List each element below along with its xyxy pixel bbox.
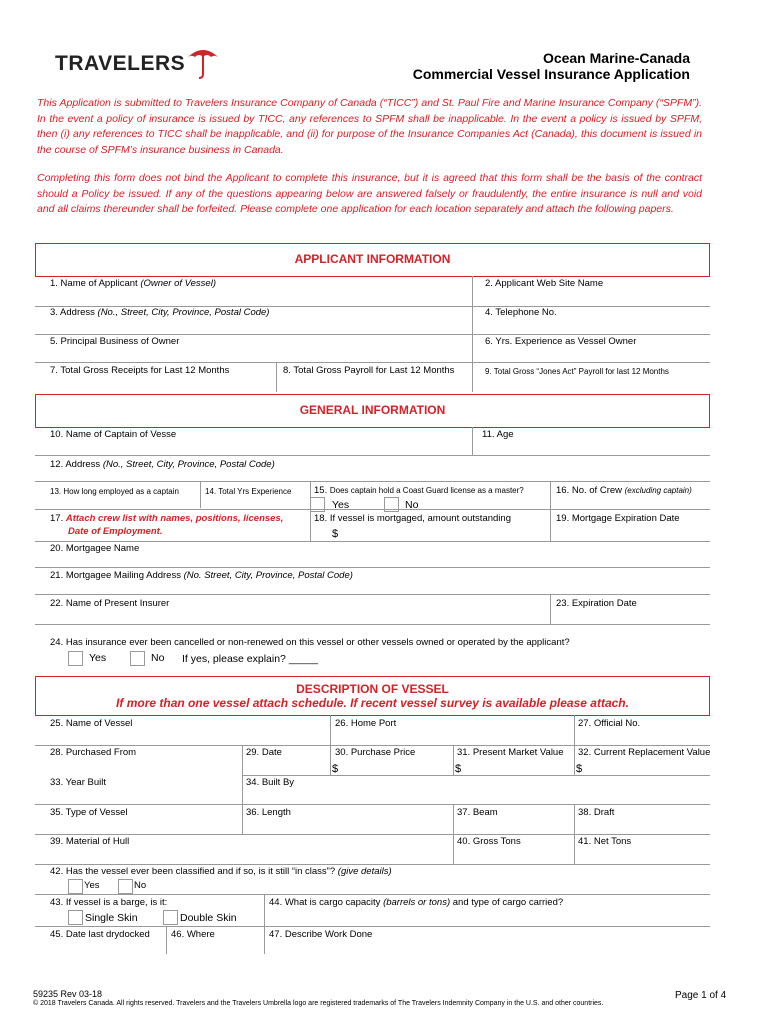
divider [35,864,710,865]
divider [550,481,551,541]
field-26-label: 26. Home Port [335,718,397,729]
divider [35,334,710,335]
divider [472,334,473,362]
explain-label: If yes, please explain? _____ [182,653,319,665]
form-title [413,50,690,82]
form-line-1: Ocean Marine-Canada [542,50,690,66]
divider [574,745,575,775]
intro-paragraph-2: Completing this form does not bind the Applicant to complete this insurance, but it is agreed that this form shall be the basis of the contract should a Policy be issued. If any of the questions appearing below are answered falsely or fraudulently, the entire insurance is null and void and all claims thereunder shall be forfeited. Please complete one application for each location separately and attach the following papers. [37,172,702,215]
field-3-label: 3. Address (No., Street, City, Province, Postal Code) [50,307,270,318]
field-11-label: 11. Age [482,429,514,440]
divider [35,834,710,835]
form-line-2: Commercial Vessel Insurance Application [412,66,690,82]
field-7-label: 7. Total Gross Receipts for Last 12 Months [50,365,230,376]
field-1-label: 1. Name of Applicant (Owner of Vessel) [50,278,216,289]
divider [472,362,473,392]
double-skin-checkbox[interactable] [163,910,178,925]
field-40-label: 40. Gross Tons [457,836,521,847]
field-15-label: 15. Does captain hold a Coast Guard license as a master? [314,485,524,496]
divider [472,276,473,306]
brand-name: TRAVELERS [55,52,186,75]
cancelled-yes-checkbox[interactable] [68,651,83,666]
divider [35,594,710,595]
field-34-label: 34. Built By [246,777,295,788]
page-number: Page 1 of 4 [675,990,727,1001]
copyright: © 2018 Travelers Canada. All rights reserved. Travelers and the Travelers Umbrella logo are registered trademarks of The Travelers Indemnity Company in the U.S. and other countries. [33,1000,604,1007]
field-17-label: 17. Attach crew list with names, positions, licenses, [50,513,284,524]
field-31-label: 31. Present Market Value [457,747,564,758]
field-13-label: 13. How long employed as a captain [50,487,179,496]
field-21-label: 21. Mortgagee Mailing Address (No. Street, City, Province, Postal Code) [50,570,353,581]
field-29-label: 29. Date [246,747,282,758]
divider [200,481,201,508]
divider [35,455,710,456]
divider [330,745,331,775]
field-23-label: 23. Expiration Date [556,598,637,609]
field-43-label: 43. If vessel is a barge, is it: [50,897,168,908]
dollar-sign: $ [576,763,583,775]
divider [35,926,710,927]
no-label: No [405,499,419,511]
applicant-section-title: APPLICANT INFORMATION [294,252,451,266]
field-9-label: 9. Total Gross “Jones Act” Payroll for last 12 Months [485,367,669,376]
yes-label: Yes [332,499,350,511]
field-20-label: 20. Mortgagee Name [50,543,140,554]
field-16-label: 16. No. of Crew (excluding captain) [556,485,692,496]
field-10-label: 10. Name of Captain of Vesse [50,429,177,440]
field-25-label: 25. Name of Vessel [50,718,133,729]
divider [330,715,331,745]
intro-paragraph-1: This Application is submitted to Travelers Insurance Company of Canada (“TICC”) and St. Paul Fire and Marine Insurance Company (“SPFM”). In the event a policy of insurance is issued by TICC, any references to SPFM shall be inapplicable. In the event a policy is issued by SPFM, then (i) any references to TICC shall be inapplicable, and (ii) for purpose of the Insurance Companies Act (Canada), this document is issued in the course of SPFM’s insurance business in Canada. [37,97,702,156]
divider [453,745,454,775]
vessel-section-subtitle: If more than one vessel attach schedule. If recent vessel survey is available please attach. [116,696,629,710]
field-4-label: 4. Telephone No. [485,307,557,318]
field-27-label: 27. Official No. [578,718,641,729]
divider [35,624,710,625]
field-5-label: 5. Principal Business of Owner [50,336,180,347]
divider [35,362,710,363]
field-24-label: 24. Has insurance ever been cancelled or non-renewed on this vessel or other vessels owned or operated by the applicant? [50,637,570,648]
field-32-label: 32. Current Replacement Value [578,747,711,758]
field-44-label: 44. What is cargo capacity (barrels or tons) and type of cargo carried? [269,897,564,908]
single-skin-label: Single Skin [85,912,138,924]
field-6-label: 6. Yrs. Experience as Vessel Owner [485,336,637,347]
in-class-no-checkbox[interactable] [118,879,133,894]
field-47-label: 47. Describe Work Done [269,929,373,940]
divider [35,541,710,542]
field-30-label: 30. Purchase Price [335,747,416,758]
field-36-label: 36. Length [246,807,291,818]
field-28-label: 28. Purchased From [50,747,137,758]
divider [35,745,710,746]
dollar-sign: $ [332,763,339,775]
field-18-label: 18. If vessel is mortgaged, amount outstanding [314,513,511,524]
field-22-label: 22. Name of Present Insurer [50,598,170,609]
dollar-sign: $ [332,528,339,540]
divider [472,427,473,455]
divider [242,804,243,834]
double-skin-label: Double Skin [180,912,237,924]
vessel-section-title: DESCRIPTION OF VESSEL [296,682,449,696]
divider [35,481,710,482]
field-8-label: 8. Total Gross Payroll for Last 12 Months [283,365,455,376]
no-label: No [134,880,147,891]
field-45-label: 45. Date last drydocked [50,929,150,940]
umbrella-icon [183,44,223,80]
field-46-label: 46. Where [171,929,215,940]
field-17-label-cont: Date of Employment. [68,526,163,537]
field-42-label: 42. Has the vessel ever been classified and if so, is it still “in class”? (give details) [50,866,392,877]
divider [35,509,710,510]
field-35-label: 35. Type of Vessel [50,807,128,818]
field-2-label: 2. Applicant Web Site Name [485,278,604,289]
dollar-sign: $ [455,763,462,775]
yes-label: Yes [89,652,107,664]
field-19-label: 19. Mortgage Expiration Date [556,513,680,524]
divider [276,362,277,392]
field-14-label: 14. Total Yrs Experience [205,487,292,496]
general-section-title: GENERAL INFORMATION [299,403,446,417]
field-37-label: 37. Beam [457,807,498,818]
form-number: 59235 Rev 03-18 [33,989,103,999]
divider [574,715,575,745]
field-33-label: 33. Year Built [50,777,106,788]
no-label: No [151,652,165,664]
cancelled-no-checkbox[interactable] [130,651,145,666]
divider [472,306,473,334]
divider [550,594,551,624]
field-38-label: 38. Draft [578,807,615,818]
divider [35,894,710,895]
divider [166,926,167,954]
field-12-label: 12. Address (No., Street, City, Province, Postal Code) [50,459,275,470]
field-41-label: 41. Net Tons [578,836,632,847]
field-39-label: 39. Material of Hull [50,836,130,847]
travelers-logo [55,52,185,76]
divider [35,804,710,805]
divider [35,567,710,568]
divider [242,775,710,776]
divider [264,894,265,954]
single-skin-checkbox[interactable] [68,910,83,925]
yes-label: Yes [84,880,100,891]
in-class-yes-checkbox[interactable] [68,879,83,894]
